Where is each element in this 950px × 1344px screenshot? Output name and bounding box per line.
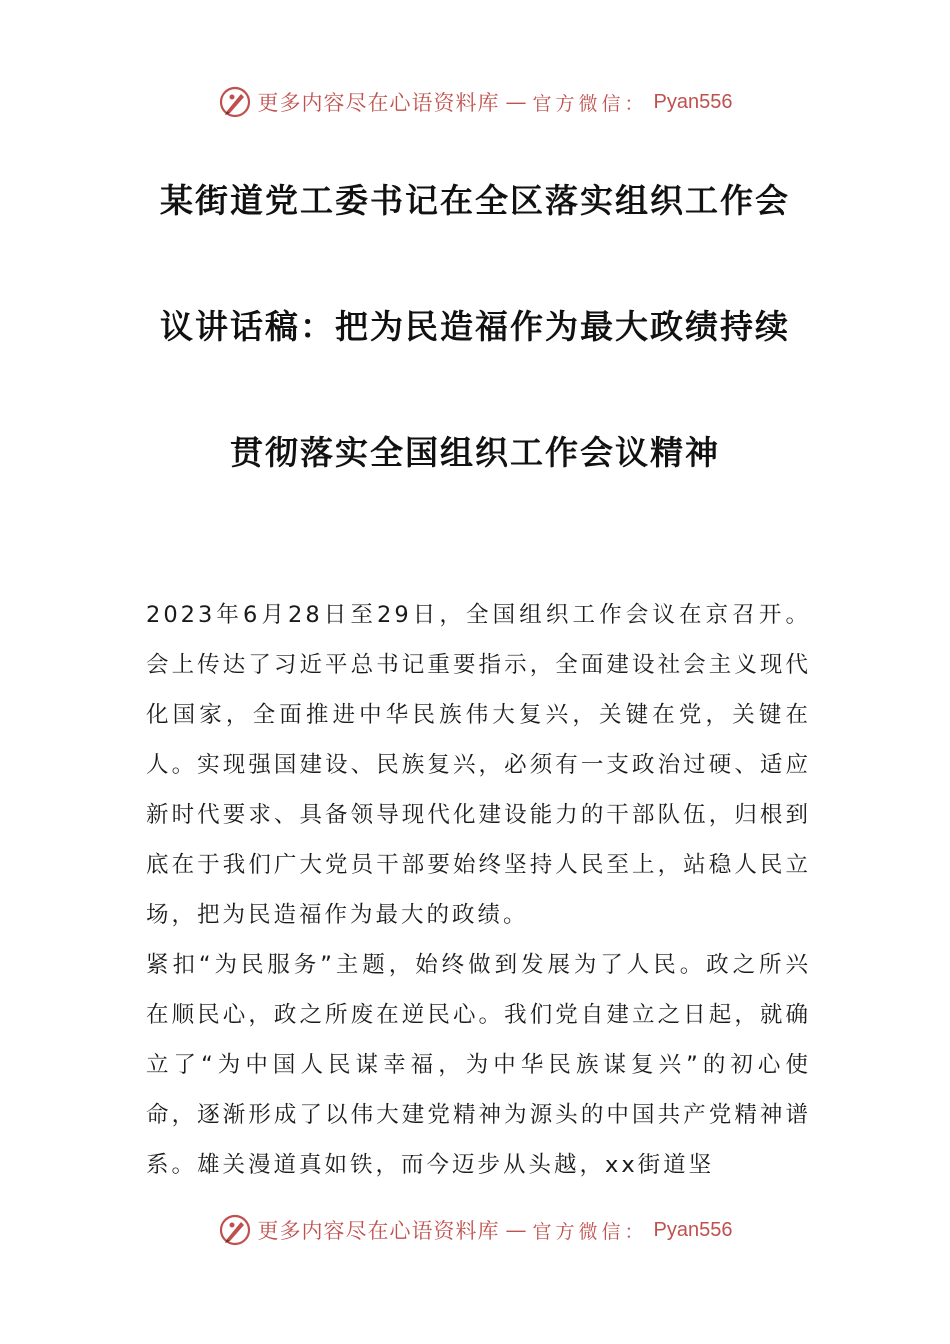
pen-logo-icon: [218, 85, 252, 119]
footer-watermark: [0, 1210, 950, 1250]
title-line-3: 贯彻落实全国组织工作会议精神: [230, 433, 720, 472]
header-watermark: [0, 82, 950, 122]
watermark-official: 官方微信：: [532, 92, 648, 115]
watermark-brand: 更多内容尽在心语资料库: [257, 91, 500, 115]
title-line-2: 议讲话稿：把为民造福作为最大政绩持续: [160, 307, 790, 346]
watermark-wechat-id: Pyan556: [653, 1218, 733, 1241]
watermark-brand: 更多内容尽在心语资料库: [257, 1219, 500, 1243]
watermark-official: 官方微信：: [532, 1220, 648, 1243]
paragraph-1: 2023年6月28日至29日，全国组织工作会议在京召开。会上传达了习近平总书记重要指示，全面建设社会主义现代化国家，全面推进中华民族伟大复兴，关键在党，关键在人。实现强国建设、民族复兴，必须有一支政治过硬、适应新时代要求、具备领导现代化建设能力的干部队伍，归根到底在于我们广大党员干部要始终坚持人民至上，站稳人民立场，把为民造福作为最大的政绩。: [146, 602, 811, 928]
watermark-dash: —: [505, 90, 527, 114]
document-body: [146, 590, 811, 1190]
watermark-wechat-id: Pyan556: [653, 90, 733, 113]
paragraph-2: 紧扣“为民服务”主题，始终做到发展为了人民。政之所兴在顺民心，政之所废在逆民心。我们党自建立之日起，就确立了“为中国人民谋幸福，为中华民族谋复兴”的初心使命，逐渐形成了以伟大建党精神为源头的中国共产党精神谱系。雄关漫道真如铁，而今迈步从头越，xx街道坚: [146, 952, 811, 1178]
pen-logo-icon: [218, 1213, 252, 1247]
title-line-1: 某街道党工委书记在全区落实组织工作会: [160, 181, 790, 220]
document-title: [0, 170, 950, 548]
watermark-dash: —: [505, 1218, 527, 1242]
